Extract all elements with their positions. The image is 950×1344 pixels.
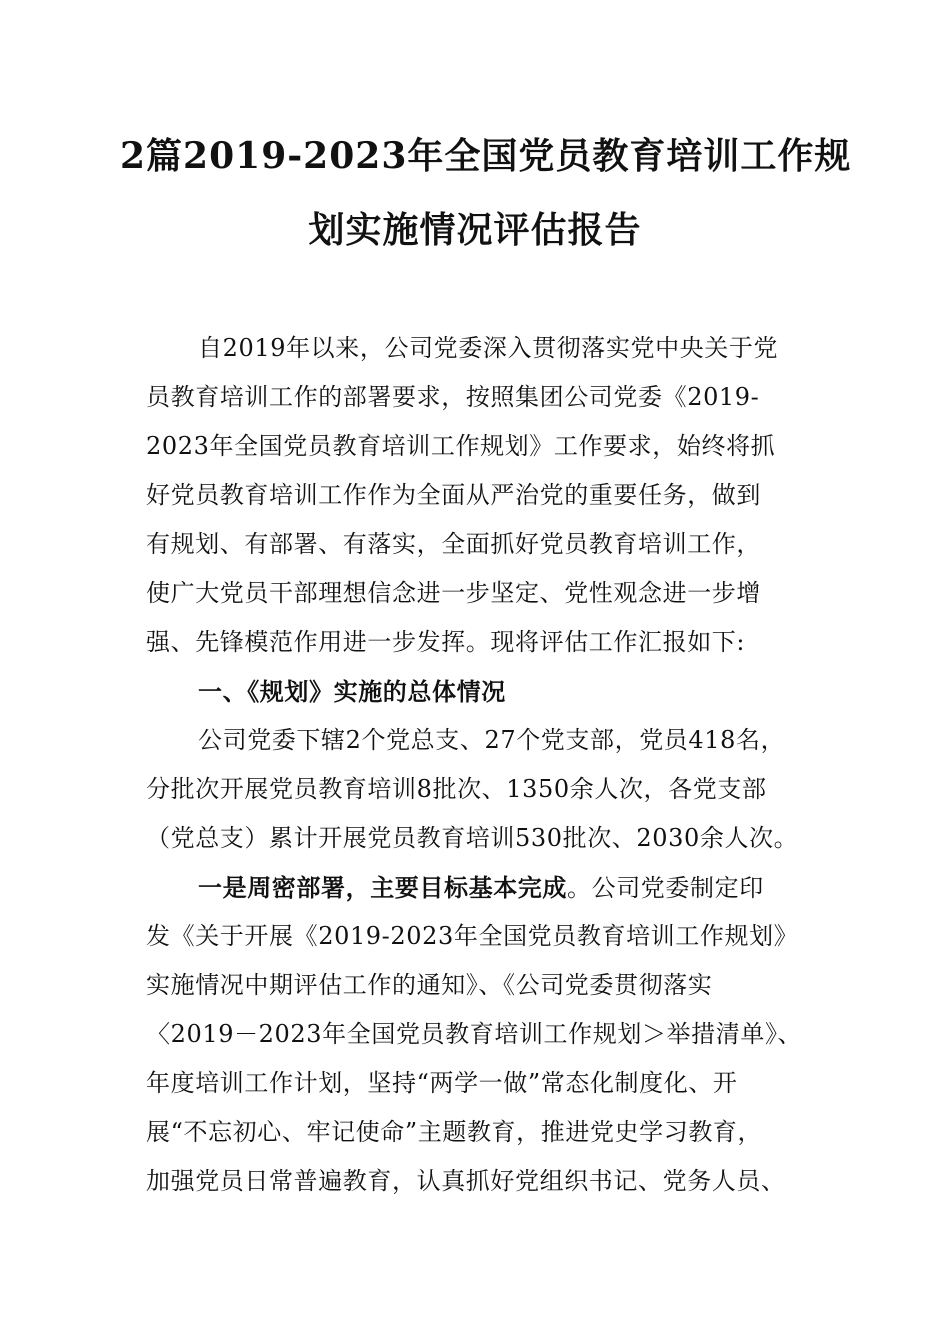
paragraph-line: 2023年全国党员教育培训工作规划》工作要求，始终将抓: [146, 432, 776, 460]
document-title-line-1: 2篇2019-2023年全国党员教育培训工作规: [120, 135, 852, 177]
paragraph-line: 自2019年以来，公司党委深入贯彻落实党中央关于党: [198, 334, 779, 362]
paragraph-line: 好党员教育培训工作作为全面从严治党的重要任务，做到: [146, 481, 761, 509]
point-heading-bold: 一是周密部署，主要目标基本完成: [198, 873, 567, 902]
paragraph-line: 分批次开展党员教育培训8批次、1350余人次，各党支部: [146, 775, 767, 803]
paragraph-line: 实施情况中期评估工作的通知》、《公司党委贯彻落实: [146, 971, 713, 999]
point-first-line: [146, 863, 806, 912]
document-body: [146, 324, 806, 1206]
paragraph-line: 使广大党员干部理想信念进一步坚定、党性观念进一步增: [146, 579, 761, 607]
paragraph-line: 年度培训工作计划，坚持“两学一做”常态化制度化、开: [146, 1069, 738, 1097]
document-title-line-2: 划实施情况评估报告: [308, 209, 642, 251]
paragraph-line: 发《关于开展《2019-2023年全国党员教育培训工作规划》: [146, 922, 799, 950]
section-heading: 一、《规划》实施的总体情况: [198, 677, 506, 706]
paragraph-line: （党总支）累计开展党员教育培训530批次、2030余人次。: [146, 824, 799, 852]
paragraph-line: 强、先锋模范作用进一步发挥。现将评估工作汇报如下:: [146, 628, 746, 656]
paragraph-line: 有规划、有部署、有落实，全面抓好党员教育培训工作，: [146, 530, 761, 558]
point-first-line-rest: 。公司党委制定印: [567, 874, 764, 902]
paragraph-line: 展“不忘初心、牢记使命”主题教育，推进党史学习教育，: [146, 1118, 763, 1146]
paragraph-line: 加强党员日常普遍教育，认真抓好党组织书记、党务人员、: [146, 1167, 786, 1195]
paragraph-line: 员教育培训工作的部署要求，按照集团公司党委《2019-: [146, 383, 760, 411]
paragraph-line: 公司党委下辖2个党总支、27个党支部，党员418名，: [198, 726, 786, 754]
paragraph-line: 〈2019－2023年全国党员教育培训工作规划＞举措清单》、: [146, 1020, 803, 1048]
